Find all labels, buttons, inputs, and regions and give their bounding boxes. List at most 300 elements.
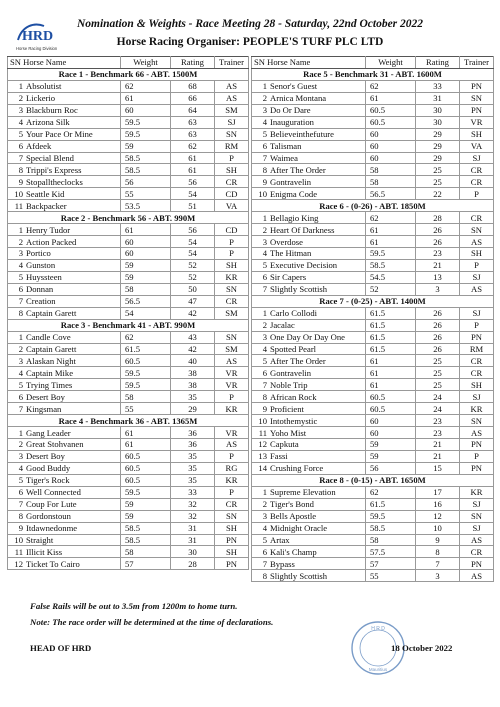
horse-trainer: P — [215, 152, 249, 164]
horse-trainer: AS — [215, 439, 249, 451]
horse-rating: 54 — [171, 188, 215, 200]
horse-trainer: P — [215, 248, 249, 260]
horse-rating: 22 — [416, 188, 460, 200]
horse-weight: 58.5 — [121, 152, 171, 164]
race-title: Race 1 - Benchmark 66 - ABT. 1500M — [8, 68, 249, 80]
horse-weight: 55 — [121, 403, 171, 415]
horse-sn-name — [252, 462, 366, 474]
horse-weight: 60.5 — [121, 450, 171, 462]
horse-sn: 2 — [18, 343, 23, 354]
horse-rating: 31 — [416, 92, 460, 104]
horse-name: Itdawnedonme — [26, 523, 78, 534]
horse-sn: 3 — [18, 248, 23, 259]
horse-weight: 61.5 — [121, 343, 171, 355]
horse-sn-name — [8, 534, 121, 546]
horse-sn: 7 — [18, 403, 23, 414]
race-header-row — [252, 295, 494, 307]
horse-weight: 59.5 — [366, 510, 416, 522]
horse-sn-name — [252, 164, 366, 176]
horse-row — [8, 534, 249, 546]
horse-sn-name — [8, 355, 121, 367]
horse-sn: 1 — [18, 332, 23, 343]
horse-sn: 2 — [18, 93, 23, 104]
race-header-row — [8, 415, 249, 427]
horse-name: After The Order — [270, 355, 326, 366]
horse-trainer: SJ — [460, 522, 494, 534]
horse-sn: 1 — [262, 487, 267, 498]
horse-sn-name — [252, 212, 366, 224]
horse-weight: 58 — [121, 391, 171, 403]
horse-sn-name — [252, 439, 366, 451]
horse-row — [252, 462, 494, 474]
horse-row — [252, 367, 494, 379]
horse-sn: 6 — [18, 141, 23, 152]
horse-sn-name — [8, 486, 121, 498]
horse-rating: 36 — [171, 427, 215, 439]
horse-row — [8, 546, 249, 558]
horse-sn: 3 — [262, 236, 267, 247]
horse-trainer: SJ — [460, 498, 494, 510]
horse-weight: 59 — [366, 450, 416, 462]
horse-row — [252, 307, 494, 319]
horse-name: Blackburn Roc — [26, 105, 78, 116]
horse-name: Capkuta — [270, 439, 299, 450]
horse-name: Backpacker — [26, 200, 67, 211]
horse-name: Alaskan Night — [26, 355, 76, 366]
horse-trainer: AS — [215, 92, 249, 104]
horse-sn-name — [8, 224, 121, 236]
horse-rating: 23 — [416, 415, 460, 427]
horse-rating: 26 — [416, 331, 460, 343]
horse-trainer: SH — [460, 379, 494, 391]
horse-weight: 55 — [366, 570, 416, 582]
horse-trainer: P — [215, 391, 249, 403]
horse-sn: 1 — [18, 224, 23, 235]
horse-row — [8, 522, 249, 534]
horse-sn: 6 — [18, 391, 23, 402]
horse-trainer: VA — [215, 200, 249, 212]
horse-trainer: PN — [460, 80, 494, 92]
horse-rating: 29 — [416, 128, 460, 140]
horse-sn: 5 — [18, 475, 23, 486]
horse-name: Supreme Elevation — [270, 487, 336, 498]
horse-sn-name — [8, 391, 121, 403]
page-subtitle: Horse Racing Organiser: PEOPLE'S TURF PLC LTD — [116, 36, 384, 48]
horse-row — [252, 439, 494, 451]
horse-sn-name — [8, 498, 121, 510]
horse-sn: 8 — [262, 570, 267, 581]
horse-trainer: PN — [215, 558, 249, 570]
horse-name: Slightly Scottish — [270, 570, 328, 581]
horse-sn: 11 — [14, 200, 23, 211]
horse-row — [8, 271, 249, 283]
horse-sn: 4 — [18, 117, 23, 128]
horse-row — [8, 391, 249, 403]
horse-row — [252, 248, 494, 260]
horse-name: Believeinthefuture — [270, 129, 334, 140]
horse-rating: 54 — [171, 236, 215, 248]
horse-trainer: P — [460, 259, 494, 271]
horse-sn-name — [8, 522, 121, 534]
horse-row — [8, 176, 249, 188]
horse-name: Fassi — [270, 451, 288, 462]
horse-rating: 31 — [171, 534, 215, 546]
horse-trainer: SJ — [460, 307, 494, 319]
horse-rating: 30 — [416, 116, 460, 128]
horse-rating: 10 — [416, 522, 460, 534]
horse-name: Portico — [26, 248, 51, 259]
horse-sn-name — [252, 116, 366, 128]
horse-rating: 25 — [416, 164, 460, 176]
horse-sn: 9 — [262, 176, 267, 187]
horse-weight: 61.5 — [366, 343, 416, 355]
horse-sn: 8 — [18, 511, 23, 522]
horse-rating: 38 — [171, 367, 215, 379]
horse-weight: 59 — [121, 498, 171, 510]
horse-row — [8, 200, 249, 212]
horse-rating: 42 — [171, 307, 215, 319]
horse-rating: 26 — [416, 236, 460, 248]
horse-weight: 58 — [121, 546, 171, 558]
horse-name: Waimea — [270, 152, 298, 163]
horse-weight: 62 — [366, 486, 416, 498]
horse-row — [8, 92, 249, 104]
race-header-row — [252, 200, 494, 212]
horse-name: Artax — [270, 534, 290, 545]
horse-rating: 24 — [416, 403, 460, 415]
horse-weight: 60.5 — [366, 104, 416, 116]
horse-sn: 9 — [18, 523, 23, 534]
horse-trainer: CD — [215, 224, 249, 236]
horse-rating: 23 — [416, 248, 460, 260]
horse-sn: 4 — [262, 523, 267, 534]
horse-sn-name — [8, 343, 121, 355]
horse-trainer: KR — [215, 474, 249, 486]
signature-label: HEAD OF HRD — [30, 643, 92, 653]
horse-trainer: SM — [215, 343, 249, 355]
horse-trainer: CR — [460, 212, 494, 224]
race-title: Race 8 - (0-15) - ABT. 1650M — [252, 474, 494, 486]
horse-trainer: CR — [460, 546, 494, 558]
horse-rating: 35 — [171, 462, 215, 474]
horse-sn-name — [8, 558, 121, 570]
horse-sn: 4 — [18, 260, 23, 271]
horse-sn: 6 — [262, 272, 267, 283]
horse-row — [252, 188, 494, 200]
horse-name: African Rock — [270, 391, 317, 402]
horse-rating: 61 — [171, 152, 215, 164]
horse-sn: 10 — [258, 415, 267, 426]
horse-sn: 4 — [262, 117, 267, 128]
horse-sn: 9 — [262, 403, 267, 414]
horse-trainer: PN — [460, 331, 494, 343]
horse-sn: 7 — [262, 152, 267, 163]
horse-weight: 62 — [121, 80, 171, 92]
horse-trainer: PN — [460, 104, 494, 116]
horse-sn: 3 — [18, 451, 23, 462]
horse-sn: 3 — [262, 105, 267, 116]
horse-sn-name — [8, 188, 121, 200]
horse-sn-name — [252, 248, 366, 260]
horse-sn: 5 — [18, 129, 23, 140]
horse-sn: 3 — [18, 355, 23, 366]
horse-row — [252, 355, 494, 367]
horse-row — [252, 534, 494, 546]
horse-weight: 58.5 — [121, 522, 171, 534]
horse-name: Afdeek — [26, 141, 52, 152]
horse-rating: 33 — [416, 80, 460, 92]
horse-rating: 43 — [171, 331, 215, 343]
false-rails-note: False Rails will be out to 3.5m from 1200m to home turn. — [30, 601, 238, 611]
horse-sn-name — [252, 570, 366, 582]
horse-sn: 7 — [18, 152, 23, 163]
horse-weight: 57 — [366, 558, 416, 570]
horse-sn-name — [8, 403, 121, 415]
horse-row — [8, 164, 249, 176]
horse-row — [252, 427, 494, 439]
horse-trainer: KR — [460, 403, 494, 415]
horse-row — [252, 379, 494, 391]
horse-row — [252, 80, 494, 92]
horse-weight: 59 — [121, 259, 171, 271]
horse-sn-name — [8, 283, 121, 295]
horse-trainer: AS — [460, 570, 494, 582]
horse-rating: 64 — [171, 104, 215, 116]
horse-name: Seattle Kid — [26, 188, 65, 199]
col-trainer: Trainer — [215, 57, 249, 69]
horse-sn-name — [252, 224, 366, 236]
horse-trainer: SJ — [460, 391, 494, 403]
horse-name: Desert Boy — [26, 391, 65, 402]
horse-trainer: AS — [215, 80, 249, 92]
horse-sn-name — [8, 152, 121, 164]
horse-name: Midnight Oracle — [270, 523, 328, 534]
horse-name: Candle Cove — [26, 332, 71, 343]
horse-row — [252, 283, 494, 295]
horse-row — [252, 271, 494, 283]
horse-sn-name — [8, 307, 121, 319]
page-title: Nomination & Weights - Race Meeting 28 - Saturday, 22nd October 2022 — [76, 18, 424, 30]
horse-sn-name — [252, 379, 366, 391]
horse-name: Spotted Pearl — [270, 343, 317, 354]
horse-rating: 50 — [171, 283, 215, 295]
horse-rating: 35 — [171, 450, 215, 462]
horse-trainer: SH — [215, 546, 249, 558]
horse-name: Overdose — [270, 236, 303, 247]
horse-row — [8, 403, 249, 415]
horse-row — [252, 498, 494, 510]
horse-sn: 1 — [262, 81, 267, 92]
stamp-bottom-text: Mauritius — [368, 667, 388, 672]
horse-sn-name — [252, 391, 366, 403]
horse-row — [252, 259, 494, 271]
horse-sn-name — [252, 307, 366, 319]
race-header-row — [8, 212, 249, 224]
horse-sn-name — [8, 427, 121, 439]
race-title: Race 7 - (0-25) - ABT. 1400M — [252, 295, 494, 307]
horse-rating: 30 — [171, 546, 215, 558]
horse-name: Kali's Champ — [270, 546, 317, 557]
horse-row — [252, 152, 494, 164]
horse-name: Good Buddy — [26, 463, 71, 474]
horse-sn-name — [8, 295, 121, 307]
horse-sn-name — [8, 450, 121, 462]
horse-rating: 13 — [416, 271, 460, 283]
horse-name: Trippi's Express — [26, 164, 82, 175]
horse-rating: 32 — [171, 498, 215, 510]
horse-weight: 58.5 — [121, 534, 171, 546]
horse-weight: 61.5 — [366, 498, 416, 510]
col-weight: Weight — [121, 57, 171, 69]
horse-sn-name — [252, 128, 366, 140]
horse-trainer: PN — [460, 439, 494, 451]
horse-trainer: SN — [215, 283, 249, 295]
horse-sn: 3 — [262, 332, 267, 343]
col-rating: Rating — [171, 57, 215, 69]
horse-sn: 2 — [262, 499, 267, 510]
horse-sn-name — [8, 140, 121, 152]
horse-sn-name — [252, 498, 366, 510]
horse-rating: 29 — [416, 140, 460, 152]
horse-rating: 61 — [171, 164, 215, 176]
horse-row — [8, 259, 249, 271]
horse-weight: 60 — [366, 140, 416, 152]
horse-sn: 1 — [18, 427, 23, 438]
horse-name: Carlo Collodi — [270, 308, 318, 319]
horse-row — [8, 355, 249, 367]
horse-row — [8, 236, 249, 248]
horse-sn: 6 — [18, 487, 23, 498]
horse-trainer: KR — [215, 403, 249, 415]
horse-weight: 60 — [366, 415, 416, 427]
horse-row — [252, 116, 494, 128]
horse-sn-name — [8, 331, 121, 343]
horse-name: Gontravelin — [270, 176, 312, 187]
horse-row — [252, 522, 494, 534]
horse-rating: 15 — [416, 462, 460, 474]
horse-rating: 28 — [416, 212, 460, 224]
horse-row — [8, 152, 249, 164]
horse-row — [252, 140, 494, 152]
race-header-row — [252, 68, 494, 80]
horse-sn-name — [252, 92, 366, 104]
horse-name: Talisman — [270, 141, 302, 152]
horse-sn-name — [252, 104, 366, 116]
horse-sn-name — [8, 379, 121, 391]
horse-name: Henry Tudor — [26, 224, 71, 235]
horse-rating: 23 — [416, 427, 460, 439]
horse-sn-name — [8, 474, 121, 486]
horse-row — [8, 450, 249, 462]
horse-weight: 59 — [121, 271, 171, 283]
col-sn-horse: SN Horse Name — [252, 57, 366, 69]
horse-weight: 53.5 — [121, 200, 171, 212]
horse-rating: 32 — [171, 510, 215, 522]
horse-row — [252, 164, 494, 176]
race-title: Race 2 - Benchmark 56 - ABT. 990M — [8, 212, 249, 224]
horse-weight: 54.5 — [366, 271, 416, 283]
horse-trainer: SH — [460, 248, 494, 260]
horse-rating: 28 — [171, 558, 215, 570]
horse-weight: 60.5 — [366, 391, 416, 403]
horse-trainer: CR — [460, 367, 494, 379]
horse-name: Executive Decision — [270, 260, 338, 271]
horse-rating: 29 — [416, 152, 460, 164]
horse-name: Tiger's Rock — [26, 475, 70, 486]
horse-sn: 13 — [258, 451, 267, 462]
horse-name: Lickerio — [26, 93, 56, 104]
horse-weight: 56.5 — [121, 295, 171, 307]
horse-name: Gordonstoun — [26, 511, 71, 522]
horse-sn: 8 — [18, 308, 23, 319]
horse-row — [252, 128, 494, 140]
horse-row — [252, 558, 494, 570]
horse-sn-name — [8, 104, 121, 116]
horse-name: Bells Apostle — [270, 511, 317, 522]
horse-name: Inauguration — [270, 117, 314, 128]
horse-weight: 61 — [121, 224, 171, 236]
horse-weight: 61.5 — [366, 319, 416, 331]
horse-trainer: VR — [215, 379, 249, 391]
horse-sn: 1 — [262, 308, 267, 319]
horse-row — [252, 391, 494, 403]
horse-name: Gunston — [26, 260, 56, 271]
horse-row — [8, 307, 249, 319]
horse-name: Sir Capers — [270, 272, 307, 283]
horse-weight: 58.5 — [121, 164, 171, 176]
horse-sn: 2 — [18, 236, 23, 247]
horse-weight: 61 — [366, 355, 416, 367]
horse-sn-name — [252, 283, 366, 295]
horse-weight: 61 — [121, 92, 171, 104]
horse-trainer: SM — [215, 104, 249, 116]
col-sn-horse: SN Horse Name — [8, 57, 121, 69]
horse-rating: 25 — [416, 176, 460, 188]
horse-sn: 5 — [18, 379, 23, 390]
horse-weight: 56.5 — [366, 188, 416, 200]
horse-trainer: PN — [215, 534, 249, 546]
horse-trainer: AS — [460, 427, 494, 439]
horse-sn: 1 — [262, 212, 267, 223]
horse-weight: 59.5 — [121, 379, 171, 391]
horse-weight: 60.5 — [366, 116, 416, 128]
horse-name: Yoho Mist — [270, 427, 307, 438]
horse-sn: 7 — [262, 379, 267, 390]
horse-trainer: SJ — [460, 152, 494, 164]
horse-weight: 62 — [366, 80, 416, 92]
horse-row — [8, 80, 249, 92]
horse-sn: 11 — [14, 546, 23, 557]
horse-weight: 61 — [366, 92, 416, 104]
horse-weight: 60 — [366, 128, 416, 140]
horse-sn: 7 — [18, 499, 23, 510]
horse-sn: 4 — [262, 248, 267, 259]
horse-sn: 10 — [14, 534, 23, 545]
horse-weight: 60 — [121, 104, 171, 116]
horse-row — [8, 367, 249, 379]
horse-row — [8, 498, 249, 510]
col-rating: Rating — [416, 57, 460, 69]
horse-row — [252, 486, 494, 498]
horse-rating: 68 — [171, 80, 215, 92]
horse-sn: 5 — [262, 260, 267, 271]
horse-sn-name — [8, 248, 121, 260]
horse-row — [252, 546, 494, 558]
horse-sn: 9 — [18, 176, 23, 187]
horse-name: Bellagio King — [270, 212, 319, 223]
horse-rating: 7 — [416, 558, 460, 570]
horse-sn: 2 — [262, 93, 267, 104]
